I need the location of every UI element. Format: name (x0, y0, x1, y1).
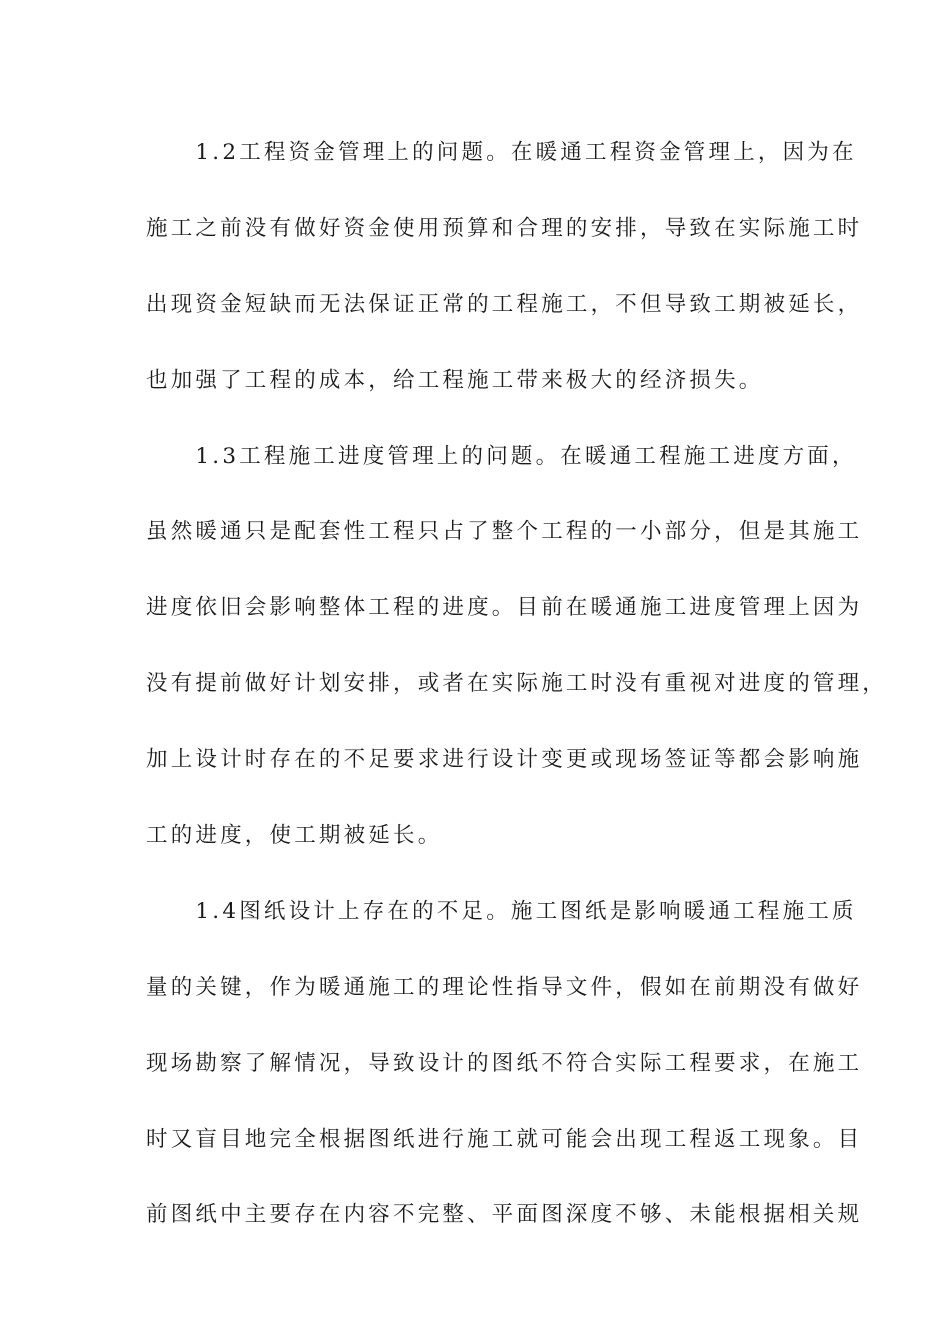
text-line-15: 前图纸中主要存在内容不完整、平面图深度不够、未能根据相关规 (146, 1202, 863, 1228)
text-line-14: 时又盲目地完全根据图纸进行施工就可能会出现工程返工现象。目 (146, 1126, 863, 1152)
text-line-9: 加上设计时存在的不足要求进行设计变更或现场签证等都会影响施 (146, 747, 863, 773)
text-line-7: 进度依旧会影响整体工程的进度。目前在暖通施工进度管理上因为 (146, 595, 863, 621)
text-line-3: 出现资金短缺而无法保证正常的工程施工，不但导致工期被延长， (146, 291, 863, 317)
text-line-1: 1.2工程资金管理上的问题。在暖通工程资金管理上，因为在 (146, 140, 857, 165)
text-line-6: 虽然暖通只是配套性工程只占了整个工程的一小部分，但是其施工 (146, 519, 863, 545)
text-line-5: 1.3工程施工进度管理上的问题。在暖通工程施工进度方面， (146, 443, 857, 469)
document-body (146, 127, 888, 1265)
text-line-8: 没有提前做好计划安排，或者在实际施工时没有重视对进度的管理， (146, 671, 888, 697)
text-line-10: 工的进度，使工期被延长。 (146, 823, 443, 849)
text-line-2: 施工之前没有做好资金使用预算和合理的安排，导致在实际施工时 (146, 215, 863, 241)
text-line-13: 现场勘察了解情况，导致设计的图纸不符合实际工程要求，在施工 (146, 1050, 863, 1076)
text-line-11: 1.4图纸设计上存在的不足。施工图纸是影响暖通工程施工质 (146, 898, 857, 924)
text-line-12: 量的关键，作为暖通施工的理论性指导文件，假如在前期没有做好 (146, 974, 863, 1000)
text-line-4: 也加强了工程的成本，给工程施工带来极大的经济损失。 (146, 367, 764, 393)
